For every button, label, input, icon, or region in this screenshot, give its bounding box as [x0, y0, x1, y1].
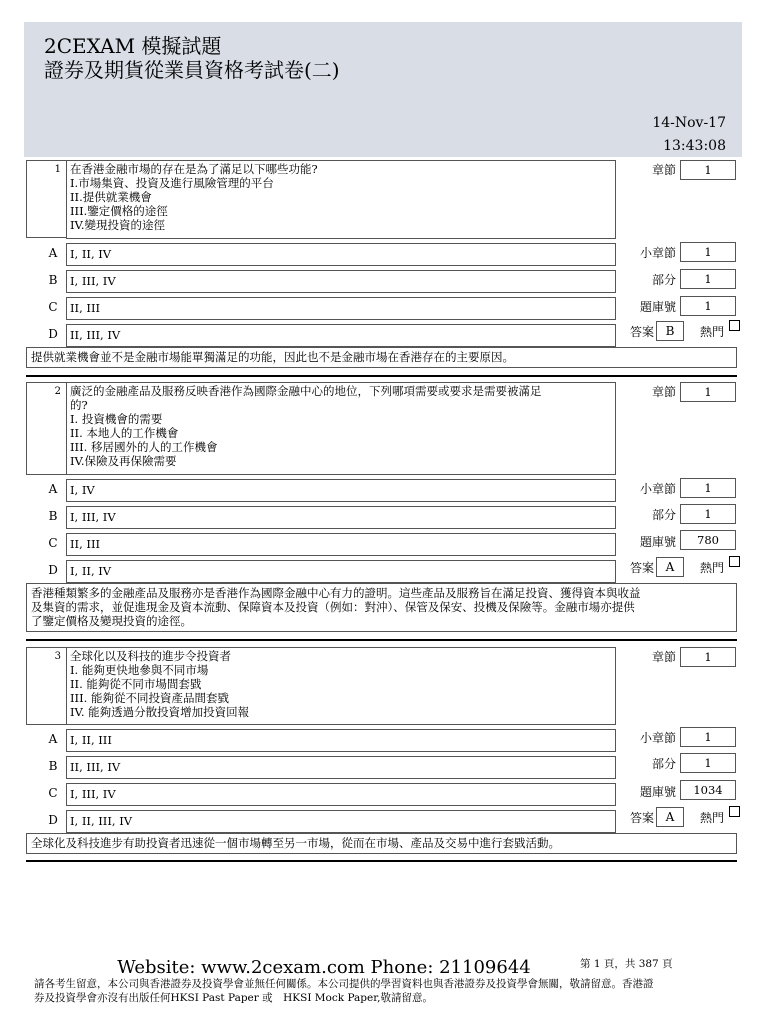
answer-label: 答案	[629, 811, 654, 825]
answer-value: A	[656, 557, 684, 577]
stem-line: I. 能夠更快地參與不同市場	[70, 663, 209, 677]
section-value: 1	[680, 504, 736, 524]
chapter-value: 1	[680, 647, 736, 667]
stem-line: II. 能夠從不同市場間套戥	[70, 677, 202, 691]
explanation-text: 全球化及科技進步有助投資者迅速從一個市場轉至另一市場，從而在市場、產品及交易中進行套戥活動。	[31, 836, 560, 850]
disclaimer-line: 券及投資學會亦沒有出版任何HKSI Past Paper 或 HKSI Mock Paper,敬請留意。	[34, 992, 433, 1004]
explanation-text: 了鑒定價格及變現投資的途徑。	[31, 614, 192, 628]
subchapter-label: 小章節	[639, 246, 676, 260]
subchapter-label: 小章節	[639, 731, 676, 745]
stem-line: III.鑒定價格的途徑	[70, 204, 168, 218]
question-number: 1	[26, 160, 66, 238]
stem-line: 在香港金融市場的存在是為了滿足以下哪些功能?	[70, 162, 318, 176]
chapter-label: 章節	[651, 385, 676, 399]
question-stem	[66, 160, 616, 239]
subchapter-value: 1	[680, 727, 736, 747]
chapter-label: 章節	[651, 650, 676, 664]
stem-line: IV. 能夠透過分散投資增加投資回報	[70, 705, 250, 719]
option-letter: C	[48, 300, 58, 314]
option-letter: D	[48, 813, 58, 827]
option-b[interactable]: I, III, IV	[66, 270, 616, 293]
chapter-value: 1	[680, 382, 736, 402]
print-date: 14-Nov-17	[652, 115, 726, 131]
bank-no-value: 1	[680, 296, 736, 316]
bank-no-label: 題庫號	[639, 785, 676, 799]
bank-no-value: 780	[680, 530, 736, 550]
explanation	[26, 833, 737, 854]
option-letter: B	[48, 759, 58, 773]
option-letter: A	[48, 246, 58, 260]
stem-line: II. 本地人的工作機會	[70, 426, 179, 440]
exam-title: 2CEXAM 模擬試題	[44, 34, 222, 58]
footer-website: Website: www.2cexam.com Phone: 21109644	[117, 957, 531, 978]
option-letter: C	[48, 536, 58, 550]
stem-line: III. 移居國外的人的工作機會	[70, 440, 218, 454]
stem-line: IV.保險及再保險需要	[70, 454, 177, 468]
footer-disclaimer	[34, 977, 734, 1005]
option-letter: A	[48, 732, 58, 746]
stem-line: III. 能夠從不同投資產品間套戥	[70, 691, 229, 705]
explanation-text: 香港種類繁多的金融產品及服務亦是香港作為國際金融中心有力的證明。這些產品及服務旨在滿足投資、獲得資本與收益	[31, 586, 641, 600]
bank-no-label: 題庫號	[639, 300, 676, 314]
section-label: 部分	[651, 757, 676, 771]
stem-line: I. 投資機會的需要	[70, 412, 163, 426]
question-number: 2	[26, 382, 66, 475]
stem-line: 的?	[70, 398, 88, 412]
option-a[interactable]: I, II, III	[66, 729, 616, 752]
stem-line: IV.變現投資的途徑	[70, 218, 165, 232]
option-a[interactable]: I, II, IV	[66, 243, 616, 266]
question-number: 3	[26, 647, 66, 725]
bank-no-label: 題庫號	[639, 535, 676, 549]
stem-line: II.提供就業機會	[70, 190, 152, 204]
hot-checkbox[interactable]	[729, 320, 740, 331]
section-value: 1	[680, 753, 736, 773]
exam-subtitle: 證券及期貨從業員資格考試卷(二)	[44, 58, 340, 82]
answer-label: 答案	[629, 325, 654, 339]
section-label: 部分	[651, 508, 676, 522]
stem-line: I.市場集資、投資及進行風險管理的平台	[70, 176, 274, 190]
hot-label: 熱門	[700, 811, 725, 825]
explanation-text: 及集資的需求，並促進現金及資本流動、保障資本及投資（例如：對沖）、保管及保安、投機及保險等。金融市場亦提供	[31, 600, 635, 614]
option-a[interactable]: I, IV	[66, 479, 616, 502]
print-time: 13:43:08	[663, 138, 726, 154]
option-letter: D	[48, 327, 58, 341]
question-divider	[26, 639, 737, 641]
option-letter: C	[48, 786, 58, 800]
explanation	[26, 583, 737, 632]
option-c[interactable]: II, III	[66, 533, 616, 556]
option-letter: B	[48, 509, 58, 523]
question-stem	[66, 647, 616, 725]
option-letter: A	[48, 482, 58, 496]
section-value: 1	[680, 269, 736, 289]
option-c[interactable]: I, III, IV	[66, 783, 616, 806]
option-letter: B	[48, 273, 58, 287]
option-c[interactable]: II, III	[66, 297, 616, 320]
subchapter-value: 1	[680, 242, 736, 262]
answer-label: 答案	[629, 561, 654, 575]
hot-checkbox[interactable]	[729, 556, 740, 567]
hot-checkbox[interactable]	[729, 806, 740, 817]
option-d[interactable]: II, III, IV	[66, 324, 616, 347]
question-divider	[26, 375, 737, 377]
answer-value: A	[656, 807, 684, 827]
disclaimer-line: 請各考生留意，本公司與香港證券及投資學會並無任何關係。本公司提供的學習資料也與香港證券及投資學會無關，敬請留意。香港證	[34, 978, 654, 990]
option-b[interactable]: I, III, IV	[66, 506, 616, 529]
option-b[interactable]: II, III, IV	[66, 756, 616, 779]
bank-no-value: 1034	[680, 780, 736, 800]
option-d[interactable]: I, II, IV	[66, 560, 616, 583]
page-header	[24, 22, 742, 157]
option-d[interactable]: I, II, III, IV	[66, 810, 616, 833]
explanation-text: 提供就業機會並不是金融市場能單獨滿足的功能，因此也不是金融市場在香港存在的主要原因。	[31, 350, 514, 364]
answer-value: B	[656, 321, 684, 341]
explanation	[26, 347, 737, 368]
hot-label: 熱門	[700, 325, 725, 339]
page-counter: 第 1 頁，共 387 頁	[580, 958, 673, 970]
question-divider	[26, 860, 737, 862]
hot-label: 熱門	[700, 561, 725, 575]
subchapter-label: 小章節	[639, 482, 676, 496]
section-label: 部分	[651, 273, 676, 287]
stem-line: 全球化以及科技的進步令投資者	[70, 649, 231, 663]
option-letter: D	[48, 563, 58, 577]
chapter-value: 1	[680, 160, 736, 180]
question-stem	[66, 382, 616, 475]
stem-line: 廣泛的金融產品及服務反映香港作為國際金融中心的地位，下列哪項需要或要求是需要被滿足	[70, 384, 542, 398]
subchapter-value: 1	[680, 478, 736, 498]
chapter-label: 章節	[651, 163, 676, 177]
